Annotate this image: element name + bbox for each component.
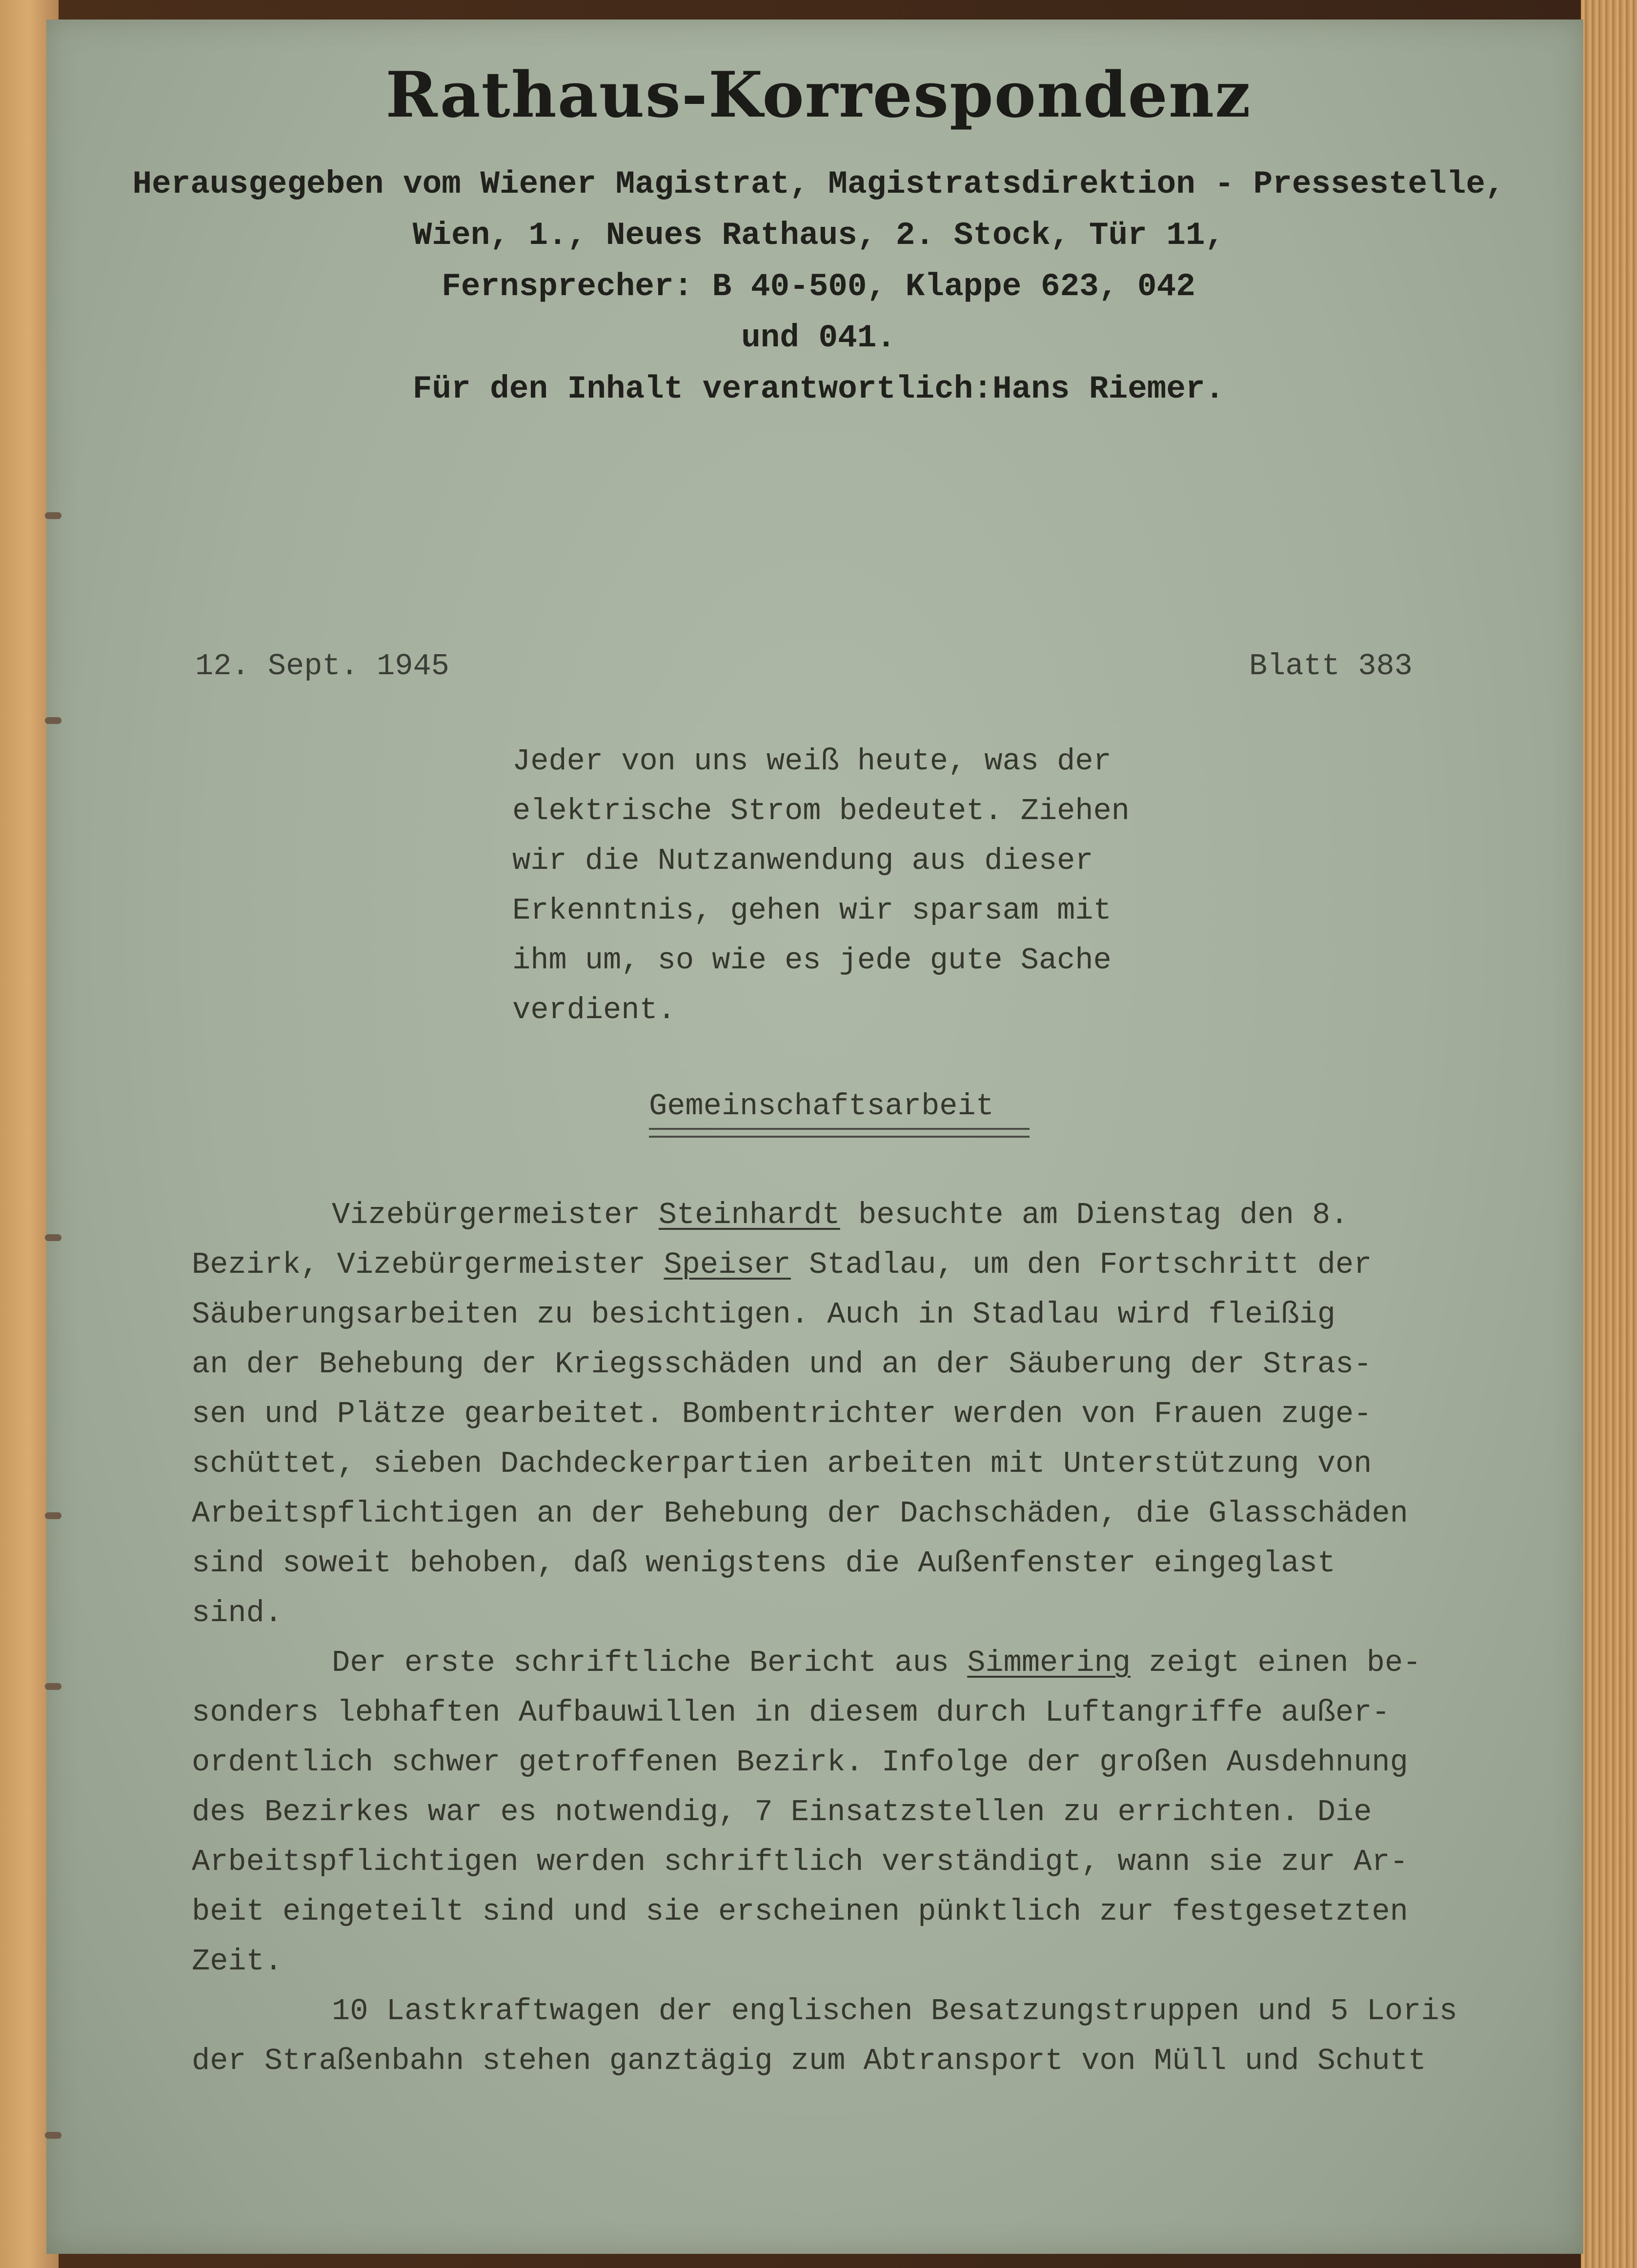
document-date: 12. Sept. 1945	[195, 649, 449, 683]
intro-line: ihm um, so wie es jede gute Sache	[512, 943, 1112, 978]
binding-stitch	[45, 1512, 61, 1519]
body-line: 10 Lastkraftwagen der englischen Besatzungstruppen und 5 Loris	[332, 1994, 1457, 2028]
heading-underline	[649, 1136, 1030, 1138]
intro-line: Jeder von uns weiß heute, was der	[512, 744, 1112, 779]
body-line: an der Behebung der Kriegsschäden und an der Säuberung der Stras-	[192, 1347, 1372, 1382]
heading-underline	[649, 1128, 1030, 1130]
body-text: Stadlau, um den Fortschritt der	[790, 1247, 1372, 1282]
body-line: des Bezirkes war es notwendig, 7 Einsatzstellen zu errichten. Die	[192, 1795, 1372, 1829]
body-line	[332, 1646, 1421, 1680]
binding-stitch	[45, 1683, 61, 1690]
sheet-number: Blatt 383	[1249, 649, 1413, 683]
masthead-title: Rathaus-Korrespondenz	[385, 59, 1252, 132]
body-line: sind soweit behoben, daß wenigstens die Außenfenster eingeglast	[192, 1546, 1335, 1581]
body-line: der Straßenbahn stehen ganztägig zum Abtransport von Müll und Schutt	[192, 2044, 1427, 2078]
body-text: besuchte am Dienstag den 8.	[840, 1198, 1349, 1232]
binding-stitch	[45, 1234, 61, 1241]
masthead-phone-cont: und 041.	[741, 320, 896, 356]
underlined-name: Simmering	[967, 1646, 1131, 1680]
body-line	[192, 1247, 1372, 1282]
body-line: beit eingeteilt sind und sie erscheinen pünktlich zur festgesetzten	[192, 1894, 1408, 1929]
body-line: Arbeitspflichtigen an der Behebung der Dachschäden, die Glasschäden	[192, 1496, 1408, 1531]
masthead-publisher: Herausgegeben vom Wiener Magistrat, Magistratsdirektion - Pressestelle,	[132, 166, 1505, 202]
intro-line: verdient.	[512, 993, 676, 1027]
section-heading: Gemeinschaftsarbeit	[649, 1089, 994, 1124]
intro-line: elektrische Strom bedeutet. Ziehen	[512, 794, 1130, 828]
body-text: Vizebürgermeister	[332, 1198, 659, 1232]
body-line: Arbeitspflichtigen werden schriftlich verständigt, wann sie zur Ar-	[192, 1845, 1408, 1879]
body-line: Säuberungsarbeiten zu besichtigen. Auch in Stadlau wird fleißig	[192, 1297, 1335, 1332]
masthead-phone: Fernsprecher: B 40-500, Klappe 623, 042	[442, 268, 1195, 305]
body-line: schüttet, sieben Dachdeckerpartien arbeiten mit Unterstützung von	[192, 1446, 1372, 1481]
binding-stitch	[45, 512, 61, 519]
body-text: zeigt einen be-	[1131, 1646, 1421, 1680]
body-line: sen und Plätze gearbeitet. Bombentrichter werden von Frauen zuge-	[192, 1397, 1372, 1431]
body-line: ordentlich schwer getroffenen Bezirk. Infolge der großen Ausdehnung	[192, 1745, 1408, 1780]
underlined-name: Steinhardt	[658, 1198, 840, 1232]
underlined-name: Speiser	[664, 1247, 791, 1282]
body-line	[332, 1198, 1349, 1232]
intro-line: wir die Nutzanwendung aus dieser	[512, 843, 1093, 878]
masthead-editor: Für den Inhalt verantwortlich:Hans Riemer.	[412, 371, 1225, 407]
body-text: Der erste schriftliche Bericht aus	[332, 1646, 968, 1680]
body-line: sind.	[192, 1596, 283, 1630]
body-line: sonders lebhaften Aufbauwillen in diesem durch Luftangriffe außer-	[192, 1695, 1390, 1730]
binding-stitch	[45, 717, 61, 724]
body-line: Zeit.	[192, 1944, 283, 1979]
masthead-address: Wien, 1., Neues Rathaus, 2. Stock, Tür 11,	[412, 217, 1225, 254]
binding-stitch	[45, 2132, 61, 2139]
intro-line: Erkenntnis, gehen wir sparsam mit	[512, 893, 1112, 928]
body-text: Bezirk, Vizebürgermeister	[192, 1247, 664, 1282]
